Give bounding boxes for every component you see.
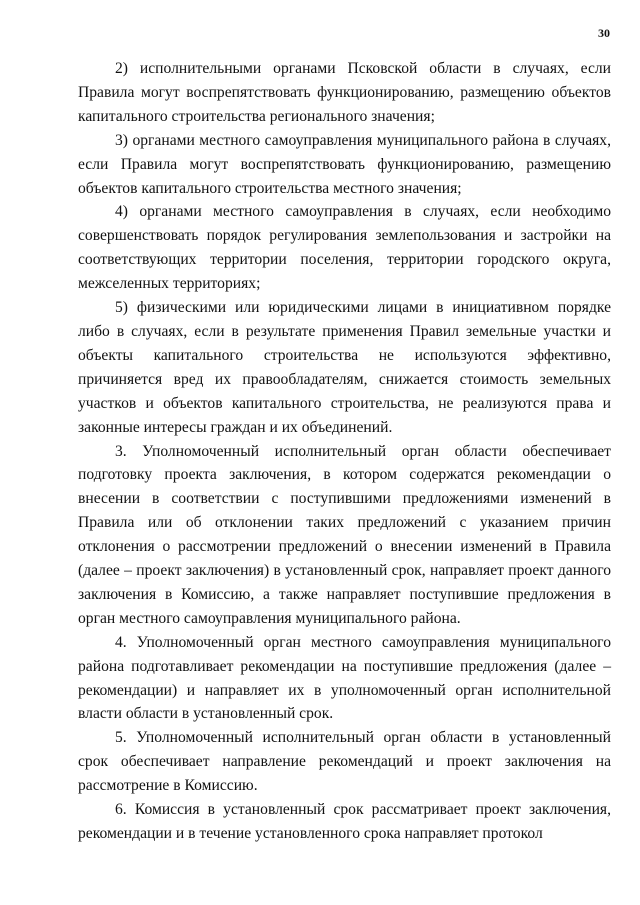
paragraph-item-3: 3) органами местного самоуправления муниципального района в случаях, если Правила могут воспрепятствовать функционированию, размещению объектов капитального строительства местного значения; [78, 131, 611, 197]
paragraph-clause-3: 3. Уполномоченный исполнительный орган области обеспечивает подготовку проекта заключения, в котором содержатся рекомендации о внесении в соответствии с поступившими предложениями изменений в Правила или об отклонении таких предложений с указанием причин отклонения о рассмотрении предложений о внесении изменений в Правила (далее – проект заключения) в установленный срок, направляет проект данного заключения в Комиссию, а также направляет поступившие предложения в орган местного самоуправления муниципального района. [78, 442, 611, 627]
paragraph-item-2: 2) исполнительными органами Псковской области в случаях, если Правила могут воспрепятствовать функционированию, размещению объектов капитального строительства регионального значения; [78, 60, 611, 125]
document-body [78, 57, 611, 846]
paragraph-item-5: 5) физическими или юридическими лицами в инициативном порядке либо в случаях, если в результате применения Правил земельные участки и объекты капитального строительства не используются эффективно, причиняется вред их правообладателям, снижается стоимость земельных участков и объектов капитального строительства, не реализуются права и законные интересы граждан и их объединений. [78, 299, 611, 436]
paragraph-clause-4: 4. Уполномоченный орган местного самоуправления муниципального района подготавливает рекомендации на поступившие предложения (далее – рекомендации) и направляет их в уполномоченный орган исполнительной власти области в установленный срок. [78, 633, 611, 723]
page-number: 30 [598, 26, 610, 40]
paragraph-item-4: 4) органами местного самоуправления в случаях, если необходимо совершенствовать порядок регулирования землепользования и застройки на соответствующих территории поселения, территории городского округа, межселенных территориях; [78, 203, 611, 293]
paragraph-clause-6: 6. Комиссия в установленный срок рассматривает проект заключения, рекомендации и в течение установленного срока направляет протокол [78, 801, 611, 842]
paragraph-clause-5: 5. Уполномоченный исполнительный орган области в установленный срок обеспечивает направление рекомендаций и проект заключения на рассмотрение в Комиссию. [78, 729, 611, 795]
